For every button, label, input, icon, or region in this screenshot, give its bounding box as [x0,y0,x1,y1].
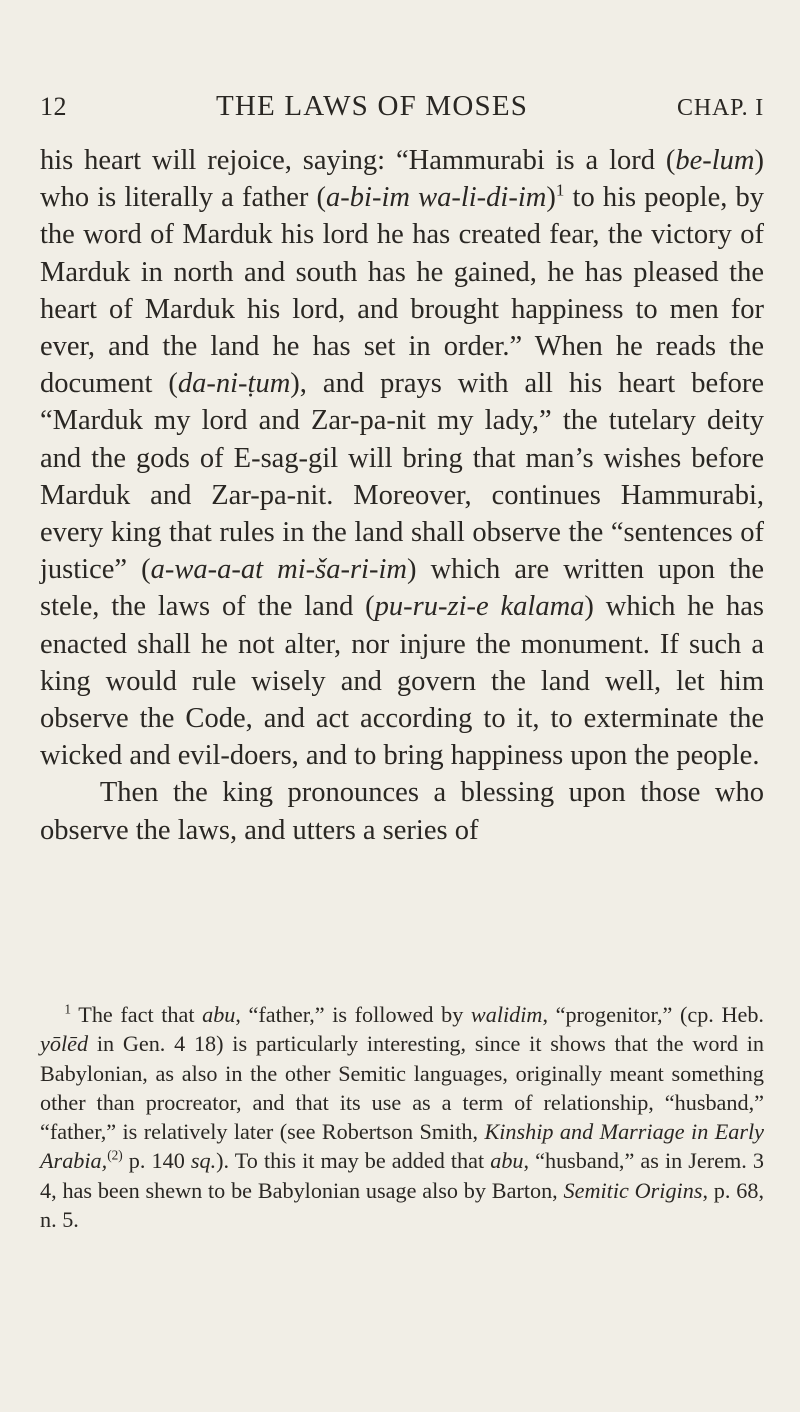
italic-term: sq. [190,1148,217,1174]
footnote-area [40,1000,764,1234]
main-text [40,142,764,849]
text-run: , “husband,” as in Jerem. 3 4, has been shewn to be Babylonian usage also by Barton, [40,1148,764,1203]
book-title: Semitic Origins [563,1177,703,1203]
text-run: The fact that [71,1002,203,1027]
text-run: ) which he has enacted shall he not alter, nor injure the monument. If such a king would rule wisely and govern the land well, let him observe the Code, and act according to it, to exterminate the wicked and evil-doers, and to bring happiness upon the people. [40,591,765,772]
book-title: Kinship and Marriage in Early Arabia, [40,1119,764,1174]
italic-term: abu [202,1002,236,1027]
text-run: , “progenitor,” (cp. Heb. [542,1002,764,1027]
text-run: ), and prays with all his heart before “Marduk my lord and Zar-pa-nit my lady,” the tutelary deity and the gods of E-sag-gil will bring that man’s wishes before Marduk and Zar-pa-nit. Moreover, continues Hammurabi, every king that rules in the land shall observe the “sentences of justice” ( [40,368,764,586]
text-run: p. 140 [122,1148,191,1174]
italic-term: be-lum [675,145,755,176]
italic-term: yōlēd [40,1031,89,1057]
italic-term: a-wa-a-at mi-ša-ri-im [150,554,407,586]
paragraph-blessing: Then the king pronounces a blessing upon those who observe the laws, and utters a series of [40,777,764,846]
footnote-1 [40,1000,764,1234]
italic-term: abu [490,1148,524,1174]
italic-term: pu-ru-zi-e kalama [374,591,585,623]
italic-term: da-ni-ṭum [177,368,291,400]
text-run: ) which are written upon the stele, the laws of the land ( [40,554,764,623]
chapter-label: CHAP. I [677,95,764,121]
italic-term: a-bi-im wa-li-di-im [326,182,547,214]
text-run: , “father,” is followed by [235,1002,471,1027]
footnote-number: 1 [64,1001,72,1017]
text-run: his heart will rejoice, saying: “Hammurabi is a lord ( [40,145,676,176]
text-run: , p. 68, n. 5. [40,1177,764,1233]
page-number: 12 [40,92,67,121]
running-title: THE LAWS OF MOSES [215,90,529,122]
text-run: to his people, by the word of Marduk his lord he has created fear, the victory of Marduk in north and south has he gained, he has pleased the heart of Marduk his lord, and brought happiness to men for ever, and the land he has set in order.” When he reads the document ( [40,182,764,400]
text-run: ) [546,182,556,214]
text-run: in Gen. 4 18) is particularly interesting, since it shows that the word in Babylonian, as also in the other Semitic languages, originally meant something other than procreator, and that its use as a term of relationship, “husband,” “father,” is relatively later (see Robertson Smith, [40,1031,764,1145]
paragraph-continued [40,142,764,774]
footnote-reference: 1 [555,180,565,200]
running-head [40,90,764,130]
italic-term: walidim [470,1002,543,1027]
edition-mark: (2) [107,1148,123,1164]
text-run: ). To this it may be added that [216,1148,491,1174]
text-run: ) who is literally a father ( [40,145,764,214]
